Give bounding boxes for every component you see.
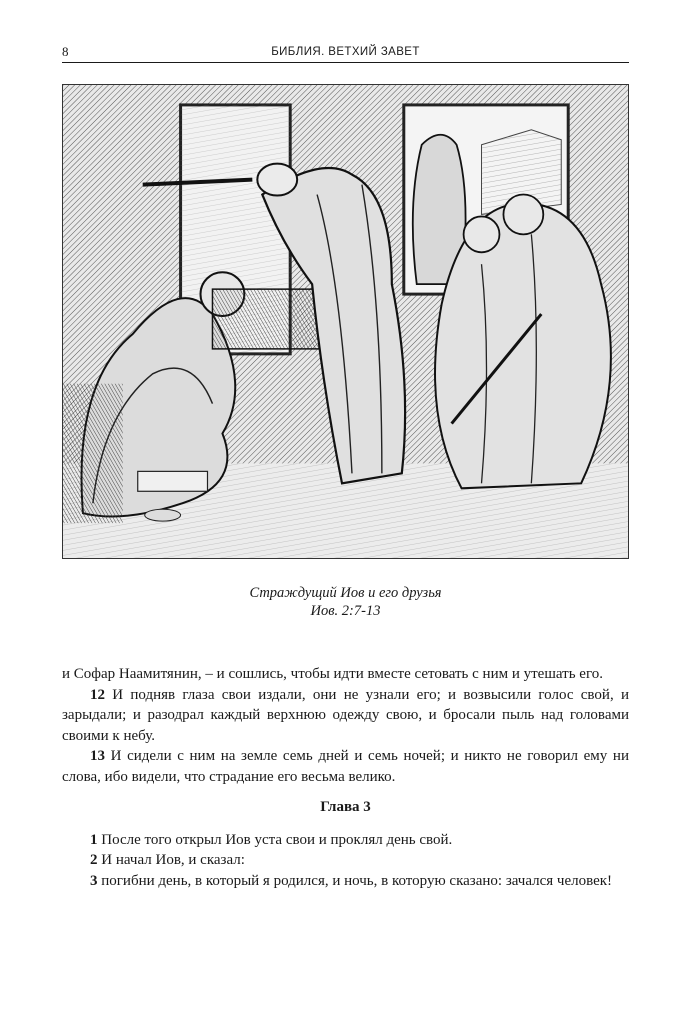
verse-number: 1: [90, 831, 98, 848]
chapter-heading: Глава 3: [320, 799, 371, 815]
verse-2: [62, 850, 629, 871]
continuation-paragraph: и Софар Наамитянин, – и сошлись, чтобы идти вместе сетовать с ним и утешать его.: [62, 666, 603, 682]
verse-number: 3: [90, 872, 98, 889]
verse-number: 13: [90, 748, 105, 764]
verse-text: погибни день, в который я родился, и ночь, в которую сказано: зачался человек!: [97, 872, 613, 889]
running-head: [62, 44, 629, 63]
running-title: БИБЛИЯ. ВЕТХИЙ ЗАВЕТ: [271, 46, 420, 58]
engraving-illustration: [62, 84, 629, 559]
page-number: 8: [62, 44, 69, 59]
verse-number: 12: [90, 686, 105, 703]
verse-1: [62, 830, 629, 851]
verse-number: 2: [90, 852, 98, 868]
verse-text: И подняв глаза свои издали, они не узнали его; и возвысили голос свой, и зарыдали; и разодрал каждый верхнюю одежду свою, и бросали пыль над головами своими к небу.: [62, 686, 629, 744]
verse-text: И начал Иов, и сказал:: [97, 852, 245, 868]
verse-text: И сидели с ним на земле семь дней и семь ночей; и никто не говорил ему ни слова, ибо видели, что страдание его весьма велико.: [62, 748, 629, 785]
engraving-drawing: [63, 85, 628, 558]
illustration-caption: [62, 584, 629, 620]
scripture-text: [62, 664, 629, 891]
verse-12: [62, 685, 629, 747]
verse-13: [62, 746, 629, 787]
caption-reference: Иов. 2:7-13: [310, 603, 381, 619]
verse-3: [62, 871, 629, 892]
verse-text: После того открыл Иов уста свои и проклял день свой.: [97, 831, 453, 848]
caption-title: Страждущий Иов и его друзья: [249, 585, 442, 601]
